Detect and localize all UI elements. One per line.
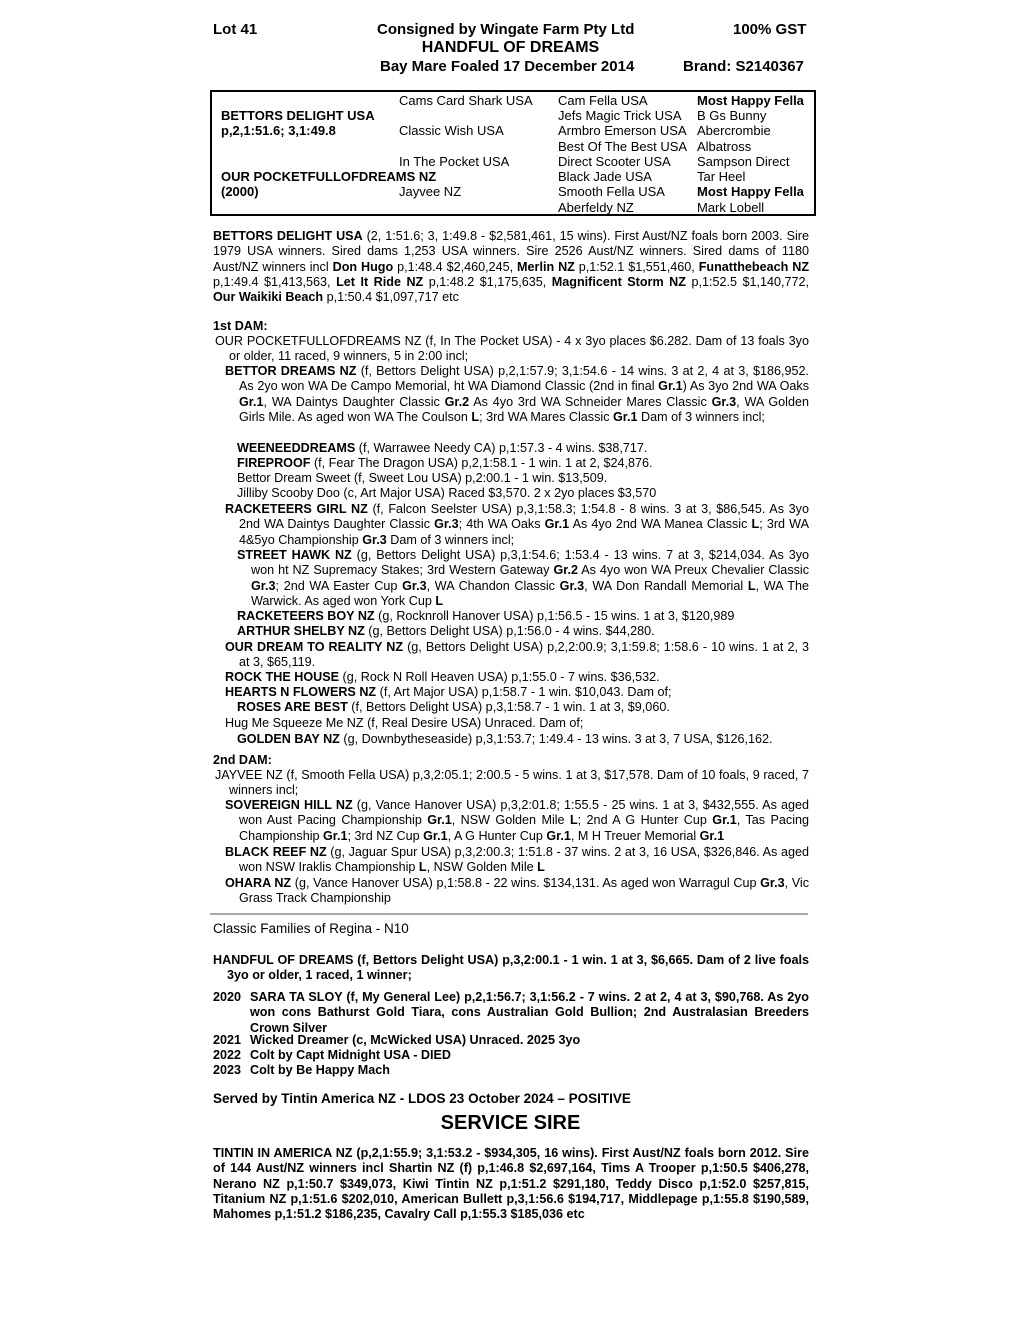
race-grade: Gr.1 <box>239 394 264 409</box>
entry-text: Dam of 3 winners incl; <box>386 532 515 547</box>
service-sire-text: TINTIN IN AMERICA NZ (p,2,1:55.9; 3,1:53.2 - $934,305, 16 wins). First Aust/NZ foals born 2012. Sire of 144 Aust/NZ winners incl Shartin NZ (f) p,1:46.8 $2,697,164, Tims A Trooper p,1:50.5 $406,278, Nerano NZ p,1:50.7 $349,073, Kiwi Tintin NZ p,1:51.2 $291,180, Teddy Disco p,1:52.0 $257,815, Titanium NZ p,1:51.6 $202,010, American Bullett p,3,1:56.6 $194,717, Middlepage p,1:55.8 $190,589, Mahomes p,1:51.2 $186,235, Cavalry Call p,1:55.3 $185,036 etc <box>213 1146 809 1222</box>
entry-text: , WA The Warwick. As aged won York Cup <box>251 578 809 608</box>
entry-text: (f, Warrawee Needy CA) p,1:57.3 - 4 wins. $38,717. <box>355 441 648 455</box>
progeny-text: Colt by Be Happy Mach <box>250 1063 390 1077</box>
pedigree-gen4: B Gs Bunny <box>697 108 767 123</box>
dam-progeny-entry <box>237 700 670 715</box>
dam-progeny-entry <box>225 364 809 425</box>
race-grade: Gr.1 <box>613 409 638 424</box>
race-grade: L <box>418 860 427 875</box>
pedigree-gen3: Aberfeldy NZ <box>558 200 634 215</box>
dam-progeny-entry <box>225 876 810 907</box>
progeny-record: p,1:52.1 $1,551,460, <box>574 259 699 274</box>
progeny-name: Let It Ride NZ <box>336 274 424 289</box>
race-grade: Gr.3 <box>402 578 427 593</box>
entry-text: ) As 3yo 2nd WA Oaks <box>682 379 809 394</box>
entry-text: (f, Falcon Seelster USA) p,3,1:58.3; 1:54.8 - 8 wins. 3 at 3, $86,545. As 3yo 2nd WA Daintys Daughter Classic <box>239 502 809 532</box>
progeny-name: HEARTS N FLOWERS NZ <box>225 685 377 699</box>
second-dam-intro: JAYVEE NZ (f, Smooth Fella USA) p,3,2:05.1; 2:00.5 - 5 wins. 1 at 3, $17,578. Dam of 10 foals, 9 raced, 7 winners incl; <box>215 768 809 798</box>
race-grade: L <box>747 578 756 593</box>
entry-text: (g, Vance Hanover USA) p,1:58.8 - 22 wins. $134,131. As aged won Warragul Cup <box>291 876 761 890</box>
dam-progeny-entry <box>225 670 660 685</box>
pedigree-gen4: Sampson Direct <box>697 154 790 169</box>
progeny-name: WEENEEDDREAMS <box>237 441 356 455</box>
entry-text: ; 2nd A G Hunter Cup <box>577 813 713 828</box>
entry-text: , WA Chandon Classic <box>426 578 560 593</box>
pedigree-gen3: Armbro Emerson USA <box>558 123 687 138</box>
race-grade: Gr.3 <box>559 578 585 593</box>
progeny-record: p,1:48.2 $1,175,635, <box>423 274 552 289</box>
gst-status: 100% GST <box>733 21 807 38</box>
pedigree-gen3: Black Jade USA <box>558 169 652 184</box>
progeny-name: RACKETEERS BOY NZ <box>237 609 375 623</box>
sire-name: BETTORS DELIGHT USA <box>213 229 363 243</box>
entry-text: As 4yo won WA Preux Chevalier Classic <box>577 563 810 578</box>
progeny-year: 2021 <box>213 1033 242 1047</box>
family-heading: Classic Families of Regina - N10 <box>213 921 409 936</box>
race-grade: Gr.1 <box>544 517 570 532</box>
progeny-name: ROSES ARE BEST <box>237 700 348 714</box>
horse-description: Bay Mare Foaled 17 December 2014 <box>380 58 635 75</box>
entry-text: (g, Rock N Roll Heaven USA) p,1:55.0 - 7 wins. $36,532. <box>339 670 660 684</box>
progeny-name: OHARA NZ <box>225 876 292 890</box>
lot-number: Lot 41 <box>213 21 258 38</box>
progeny-name: STREET HAWK NZ <box>237 548 352 562</box>
first-dam-intro: OUR POCKETFULLOFDREAMS NZ (f, In The Pocket USA) - 4 x 3yo places $6.282. Dam of 13 foals 3yo or older, 11 raced, 9 winners, 5 in 2:00 incl; <box>215 334 809 364</box>
pedigree-gen3: Best Of The Best USA <box>558 139 688 154</box>
dam-progeny-entry <box>225 502 809 548</box>
progeny-name: Magnificent Storm NZ <box>551 274 686 289</box>
sire-text: (2, 1:51.6; 3, 1:49.8 - $2,581,461, 15 wins). First Aust/NZ foals born 2003. Sire 1979 USA winners. Sired dams 1,253 USA winners. Sire 2526 Aust/NZ winners. Sired dams of 1180 Aust/NZ winners incl <box>213 229 809 274</box>
entry-text: ; 2nd WA Easter Cup <box>275 578 403 593</box>
dam-progeny-entry <box>237 548 810 609</box>
progeny-name: BETTOR DREAMS NZ <box>225 364 357 378</box>
entry-text: ; 3rd WA 4&5yo Championship <box>239 517 809 547</box>
progeny-name: Our Waikiki Beach <box>213 290 324 305</box>
race-grade: Gr.1 <box>658 379 683 394</box>
pedigree-gen4: Mark Lobell <box>697 200 765 215</box>
entry-text: Dam of 3 winners incl; <box>637 409 765 424</box>
entry-text: , WA Don Randall Memorial <box>584 578 748 593</box>
progeny-record: p,1:50.4 $1,097,717 etc <box>323 290 459 305</box>
progeny-name: Don Hugo <box>332 259 394 274</box>
brand: Brand: S2140367 <box>683 58 804 75</box>
progeny-year: 2023 <box>213 1063 242 1077</box>
entry-text: (g, Downbytheseaside) p,3,1:53.7; 1:49.4 - 13 wins. 3 at 3, 7 USA, $126,162. <box>339 732 773 746</box>
progeny-year: 2022 <box>213 1048 242 1062</box>
progeny-row <box>213 990 809 1036</box>
entry-text: (g, Jaguar Spur USA) p,3,2:00.3; 1:51.8 - 37 wins. 2 at 3, 16 USA, $326,846. As aged won NSW Iraklis Championship <box>239 845 809 875</box>
entry-text: , Vic Grass Track Championship <box>239 876 810 906</box>
race-grade: Gr.3 <box>251 578 276 593</box>
dam-progeny-entry <box>225 845 809 876</box>
race-grade: Gr.1 <box>699 828 725 843</box>
race-grade: L <box>471 409 480 424</box>
progeny-year: 2020 <box>213 990 242 1004</box>
race-grade: Gr.3 <box>760 876 785 890</box>
consignor: Consigned by Wingate Farm Pty Ltd <box>377 21 635 38</box>
entry-text: (f, Art Major USA) p,1:58.7 - 1 win. $10,043. Dam of; <box>376 685 672 699</box>
section-divider <box>210 913 808 915</box>
entry-text: (f, Bettors Delight USA) p,3,1:58.7 - 1 win. 1 at 3, $9,060. <box>347 700 670 714</box>
dam-progeny-entry <box>225 798 809 844</box>
entry-text: ; 3rd NZ Cup <box>347 828 424 843</box>
entry-text: (g, Bettors Delight USA) p,1:56.0 - 4 wins. $44,280. <box>364 624 655 638</box>
service-sire-heading: SERVICE SIRE <box>440 1112 581 1134</box>
pedigree-gen2: Cams Card Shark USA <box>399 93 533 108</box>
entry-text: (g, Rocknroll Hanover USA) p,1:56.5 - 15 wins. 1 at 3, $120,989 <box>374 609 735 623</box>
entry-text: (f, Bettors Delight USA) p,2,1:57.9; 3,1:54.6 - 14 wins. 3 at 2, 4 at 3, $186,952. As 2yo won WA De Campo Memorial, ht WA Diamond Classic (2nd in final <box>239 364 809 394</box>
pedigree-gen3: Smooth Fella USA <box>558 184 665 199</box>
first-dam-heading: 1st DAM: <box>213 319 268 333</box>
entry-text: As 4yo 2nd WA Manea Classic <box>569 517 752 532</box>
dam-progeny-entry: Jilliby Scooby Doo (c, Art Major USA) Raced $3,570. 2 x 2yo places $3,570 <box>237 486 657 500</box>
pedigree-gen4: Most Happy Fella <box>697 93 804 108</box>
pedigree-gen4: Abercrombie <box>697 123 771 138</box>
entry-text: , NSW Golden Mile <box>426 860 538 875</box>
progeny-name: BLACK REEF NZ <box>225 845 327 859</box>
progeny-text: SARA TA SLOY (f, My General Lee) p,2,1:56.7; 3,1:56.2 - 7 wins. 2 at 2, 4 at 3, $90,768. As 2yo won cons Bathurst Gold Tiara, cons Australian Gold Bullion; 2nd Australasian Breeders Crown Silver <box>250 990 809 1035</box>
pedigree-gen4: Most Happy Fella <box>697 184 804 199</box>
progeny-name: Funatthebeach NZ <box>698 259 810 274</box>
dam-progeny-entry <box>237 624 655 639</box>
progeny-name: ROCK THE HOUSE <box>225 670 340 684</box>
progeny-name: GOLDEN BAY NZ <box>237 732 340 746</box>
race-grade: L <box>537 860 545 875</box>
dam-progeny-entry <box>237 732 773 747</box>
dam-progeny-entry <box>225 685 672 700</box>
race-grade: Gr.1 <box>546 828 571 843</box>
dam-progeny-entry: Bettor Dream Sweet (f, Sweet Lou USA) p,2:00.1 - 1 win. $13,509. <box>237 471 608 485</box>
pedigree-gen3: Cam Fella USA <box>558 93 648 108</box>
pedigree-gen2: Jayvee NZ <box>399 184 462 199</box>
race-grade: L <box>435 593 444 608</box>
pedigree-gen3: Jefs Magic Trick USA <box>558 108 682 123</box>
progeny-name: Merlin NZ <box>517 259 575 274</box>
dam-progeny-entry <box>237 609 734 624</box>
horse-name: HANDFUL OF DREAMS <box>421 39 600 56</box>
pedigree-sire-record: p,2,1:51.6; 3,1:49.8 <box>221 123 336 138</box>
pedigree-gen4: Tar Heel <box>697 169 746 184</box>
race-grade: Gr.1 <box>323 828 348 843</box>
progeny-record: p,1:49.4 $1,413,563, <box>213 274 337 289</box>
entry-text: , M H Treuer Memorial <box>570 828 700 843</box>
dam-progeny-entry: Hug Me Squeeze Me NZ (f, Real Desire USA) Unraced. Dam of; <box>225 716 584 730</box>
progeny-name: SOVEREIGN HILL NZ <box>225 798 353 812</box>
race-grade: L <box>569 813 578 828</box>
dam-progeny-entry <box>225 640 810 671</box>
entry-text: (g, Bettors Delight USA) p,3,1:54.6; 1:53.4 - 13 wins. 7 at 3, $214,034. As 3yo won ht NZ Supremacy Stakes; 3rd Western Gateway <box>251 548 809 578</box>
race-grade: Gr.3 <box>362 532 387 547</box>
entry-text: As 4yo 3rd WA Schneider Mares Classic <box>469 394 712 409</box>
pedigree-dam-year: (2000) <box>221 184 259 199</box>
served-by: Served by Tintin America NZ - LDOS 23 October 2024 – POSITIVE <box>213 1091 631 1106</box>
progeny-record: p,1:48.4 $2,460,245, <box>393 259 518 274</box>
entry-text: ; 3rd WA Mares Classic <box>479 409 613 424</box>
race-grade: L <box>751 517 760 532</box>
progeny-record: p,1:52.5 $1,140,772, <box>685 274 810 289</box>
sire-paragraph <box>213 229 809 305</box>
race-grade: Gr.2 <box>553 563 578 578</box>
progeny-name: OUR DREAM TO REALITY NZ <box>225 640 404 654</box>
entry-text: , NSW Golden Mile <box>451 813 570 828</box>
race-grade: Gr.1 <box>427 813 452 828</box>
entry-text: (g, Vance Hanover USA) p,3,2:01.8; 1:55.5 - 25 wins. 1 at 3, $432,555. As aged won Aust Pacing Championship <box>239 798 809 828</box>
progeny-name: FIREPROOF <box>237 456 311 470</box>
race-grade: Gr.2 <box>444 394 470 409</box>
race-grade: Gr.1 <box>423 828 448 843</box>
progeny-name: ARTHUR SHELBY NZ <box>237 624 365 638</box>
pedigree-sire: BETTORS DELIGHT USA <box>221 108 375 123</box>
race-grade: Gr.3 <box>711 394 737 409</box>
progeny-name: RACKETEERS GIRL NZ <box>225 502 368 516</box>
second-dam-heading: 2nd DAM: <box>213 753 272 767</box>
dam-progeny-entry <box>237 441 647 456</box>
pedigree-gen2: Classic Wish USA <box>399 123 504 138</box>
entry-text: , Tas Pacing Championship <box>239 813 809 843</box>
race-grade: Gr.3 <box>434 517 459 532</box>
entry-text: ; 4th WA Oaks <box>458 517 545 532</box>
pedigree-gen3: Direct Scooter USA <box>558 154 671 169</box>
progeny-text: Wicked Dreamer (c, McWicked USA) Unraced. 2025 3yo <box>250 1033 581 1047</box>
pedigree-gen4: Albatross <box>697 139 752 154</box>
race-grade: Gr.1 <box>712 813 737 828</box>
progeny-text: Colt by Capt Midnight USA - DIED <box>250 1048 452 1062</box>
entry-text: (g, Bettors Delight USA) p,2,2:00.9; 3,1:59.8; 1:58.6 - 10 wins. 1 at 2, 3 at 3, $65,119. <box>239 640 810 670</box>
entry-text: (f, Fear The Dragon USA) p,2,1:58.1 - 1 win. 1 at 2, $24,876. <box>310 456 653 470</box>
entry-text: , WA Golden Girls Mile. As aged won WA The Coulson <box>239 394 809 424</box>
pedigree-dam: OUR POCKETFULLOFDREAMS NZ <box>221 169 437 184</box>
mare-summary: HANDFUL OF DREAMS (f, Bettors Delight USA) p,3,2:00.1 - 1 win. 1 at 3, $6,665. Dam of 2 live foals 3yo or older, 1 raced, 1 winner; <box>213 953 809 983</box>
entry-text: , WA Daintys Daughter Classic <box>263 394 445 409</box>
dam-progeny-entry <box>237 456 653 471</box>
entry-text: , A G Hunter Cup <box>447 828 547 843</box>
pedigree-gen2: In The Pocket USA <box>399 154 510 169</box>
